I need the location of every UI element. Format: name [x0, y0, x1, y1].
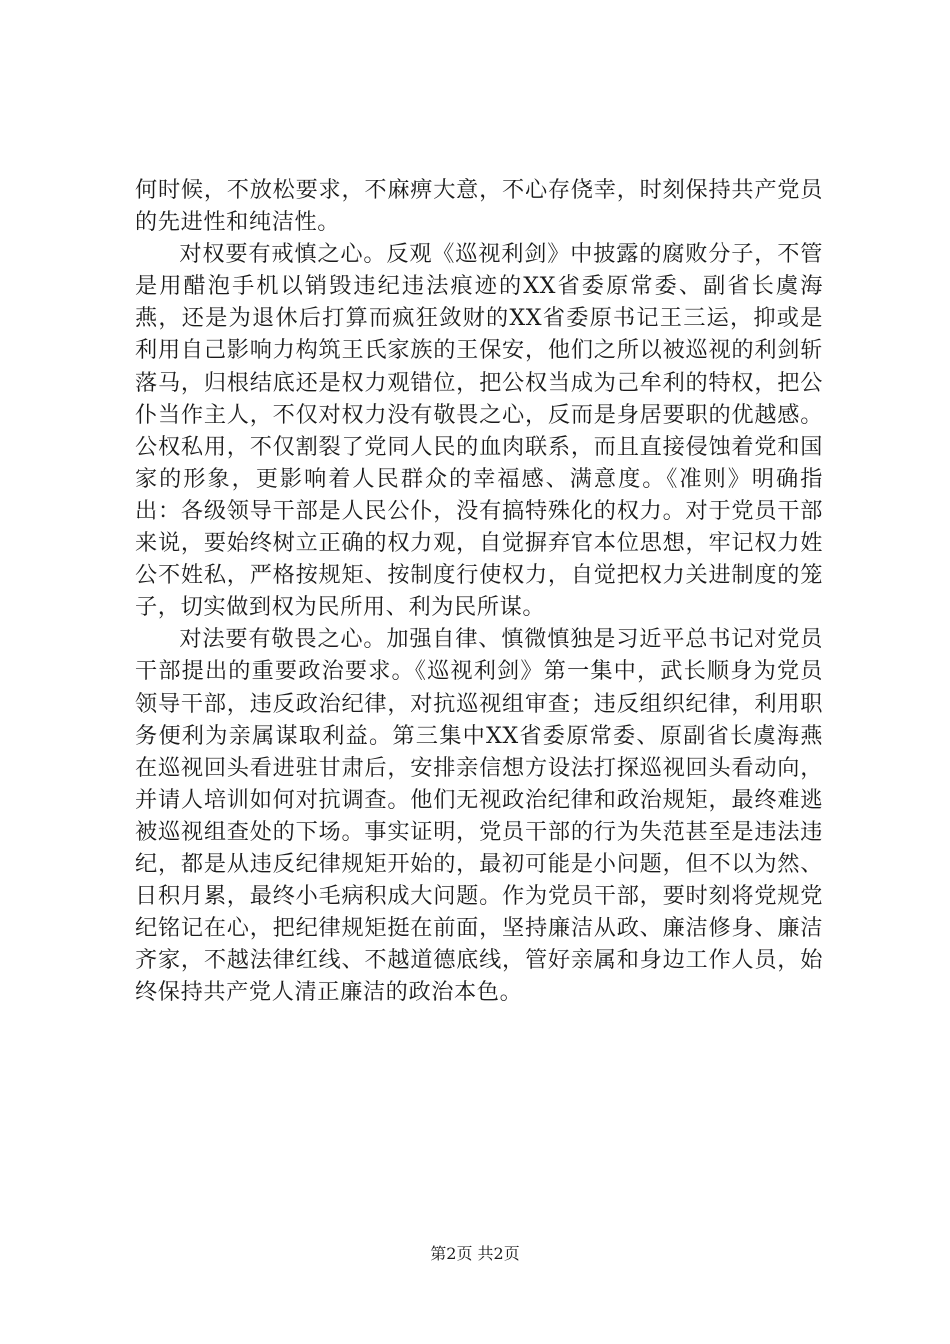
- page-footer: 第2页 共2页: [430, 1244, 520, 1263]
- paragraph-1: 何时候，不放松要求，不麻痹大意，不心存侥幸，时刻保持共产党员的先进性和纯洁性。: [135, 177, 823, 236]
- paragraph-3: 对法要有敬畏之心。加强自律、慎微慎独是习近平总书记对党员干部提出的重要政治要求。《巡视利剑》第一集中，武长顺身为党员领导干部，违反政治纪律，对抗巡视组审查；违反组织纪律，利用职务便利为亲属谋取利益。第三集中XX省委原常委、原副省长虞海燕在巡视回头看进驻甘肃后，安排亲信想方设法打探巡视回头看动向，并请人培训如何对抗调查。他们无视政治纪律和政治规矩，最终难逃被巡视组查处的下场。事实证明，党员干部的行为失范甚至是违法违纪，都是从违反纪律规矩开始的，最初可能是小问题，但不以为然、日积月累，最终小毛病积成大问题。作为党员干部，要时刻将党规党纪铭记在心，把纪律规矩挺在前面，坚持廉洁从政、廉洁修身、廉洁齐家，不越法律红线、不越道德底线，管好亲属和身边工作人员，始终保持共产党人清正廉洁的政治本色。: [135, 626, 823, 1006]
- document-body: [135, 174, 823, 1008]
- paragraph-2: 对权要有戒慎之心。反观《巡视利剑》中披露的腐败分子，不管是用醋泡手机以销毁违纪违法痕迹的XX省委原常委、副省长虞海燕，还是为退休后打算而疯狂敛财的XX省委原书记王三运，抑或是利用自己影响力构筑王氏家族的王保安，他们之所以被巡视的利剑斩落马，归根结底还是权力观错位，把公权当成为己牟利的特权，把公仆当作主人，不仅对权力没有敬畏之心，反而是身居要职的优越感。公权私用，不仅割裂了党同人民的血肉联系，而且直接侵蚀着党和国家的形象，更影响着人民群众的幸福感、满意度。《准则》明确指出：各级领导干部是人民公仆，没有搞特殊化的权力。对于党员干部来说，要始终树立正确的权力观，自觉摒弃官本位思想，牢记权力姓公不姓私，严格按规矩、按制度行使权力，自觉把权力关进制度的笼子，切实做到权为民所用、利为民所谋。: [135, 241, 823, 621]
